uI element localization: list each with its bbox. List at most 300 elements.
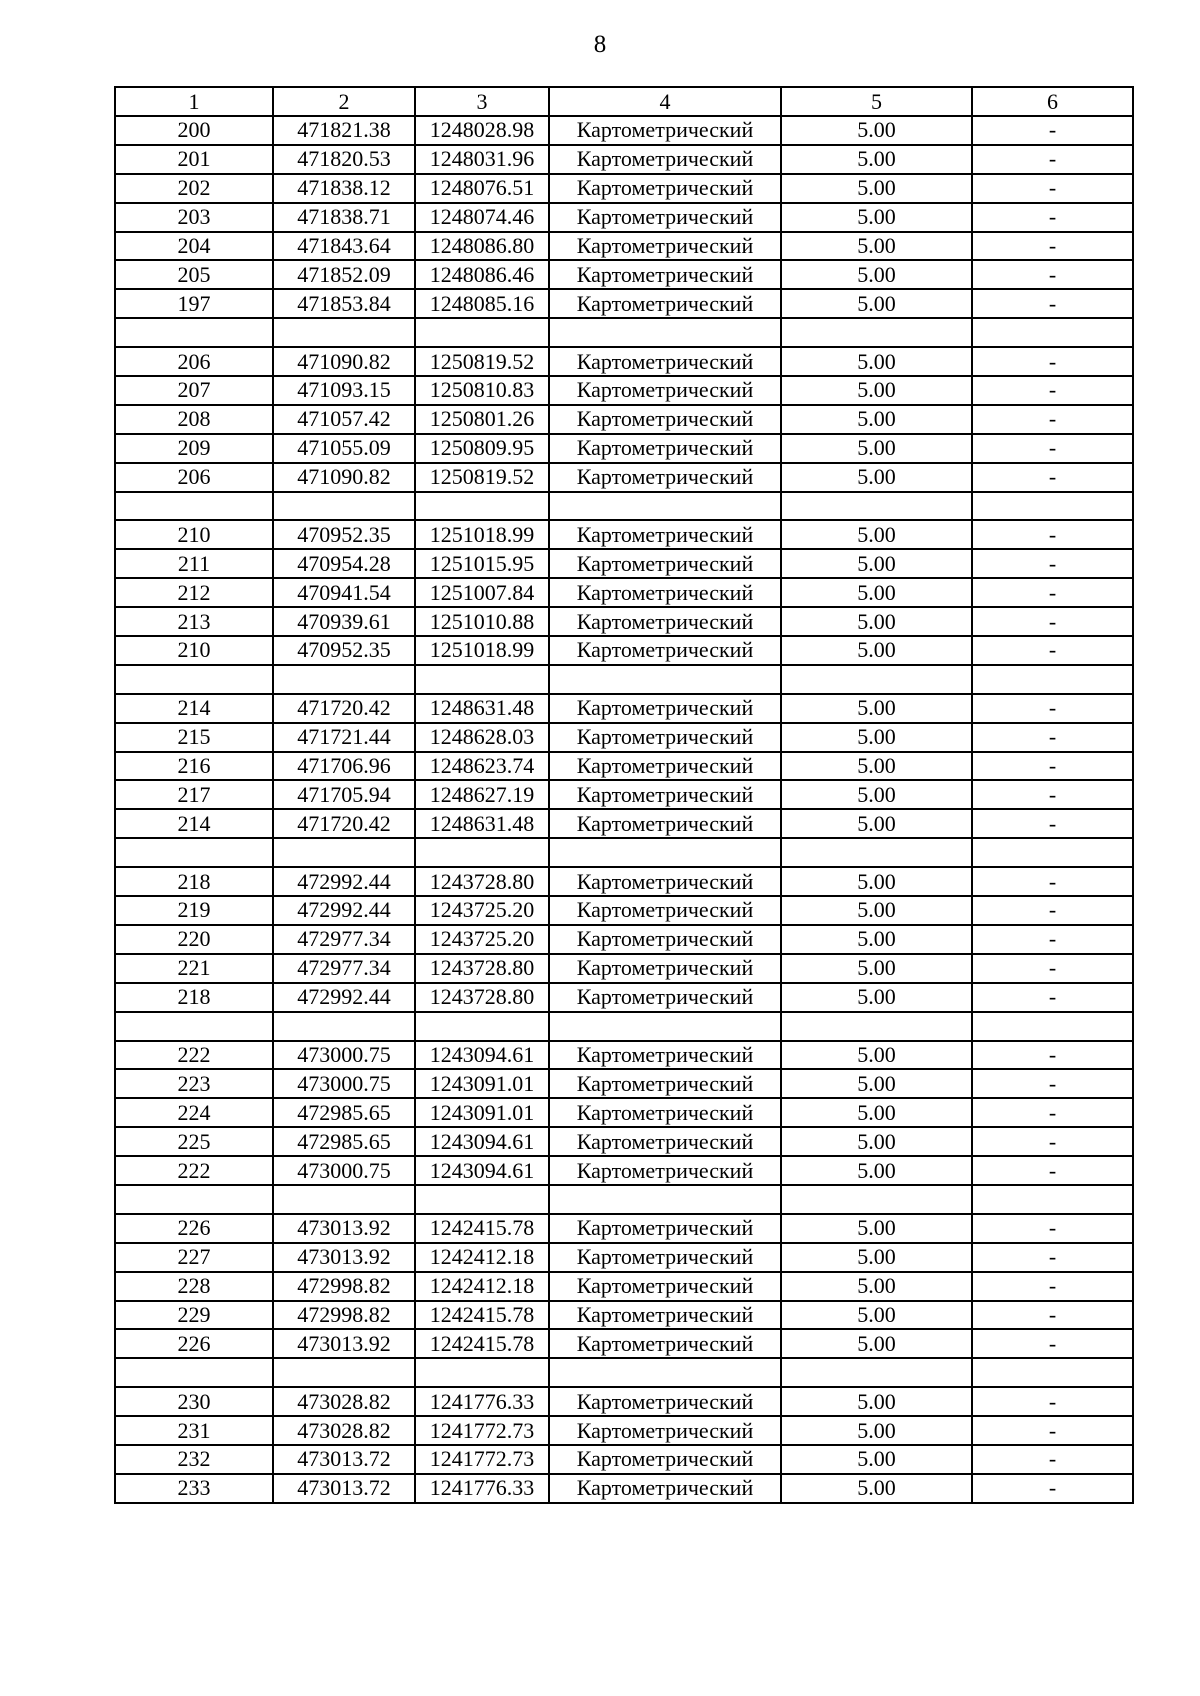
method-cell: Картометрический (549, 607, 781, 636)
page-number: 8 (593, 31, 607, 58)
empty-cell (781, 838, 972, 867)
table-row (115, 232, 1133, 261)
y-coordinate-cell: 1251015.95 (415, 549, 549, 578)
table-row (115, 174, 1133, 203)
note-cell: - (972, 954, 1133, 983)
point-number-cell: 225 (115, 1127, 273, 1156)
y-coordinate-cell: 1248076.51 (415, 174, 549, 203)
separator-row (115, 1185, 1133, 1214)
note-cell: - (972, 1156, 1133, 1185)
separator-row (115, 665, 1133, 694)
table-row (115, 463, 1133, 492)
x-coordinate-cell: 472992.44 (273, 983, 415, 1012)
x-coordinate-cell: 471820.53 (273, 145, 415, 174)
y-coordinate-cell: 1250819.52 (415, 463, 549, 492)
empty-cell (972, 1358, 1133, 1387)
x-coordinate-cell: 471090.82 (273, 347, 415, 376)
x-coordinate-cell: 471721.44 (273, 723, 415, 752)
method-cell: Картометрический (549, 1069, 781, 1098)
y-coordinate-cell: 1241772.73 (415, 1445, 549, 1474)
accuracy-cell: 5.00 (781, 1272, 972, 1301)
y-coordinate-cell: 1242412.18 (415, 1272, 549, 1301)
method-cell: Картометрический (549, 405, 781, 434)
table-row (115, 1474, 1133, 1503)
note-cell: - (972, 983, 1133, 1012)
x-coordinate-cell: 470952.35 (273, 520, 415, 549)
y-coordinate-cell: 1251007.84 (415, 578, 549, 607)
x-coordinate-cell: 472998.82 (273, 1272, 415, 1301)
x-coordinate-cell: 471821.38 (273, 116, 415, 145)
accuracy-cell: 5.00 (781, 578, 972, 607)
note-cell: - (972, 520, 1133, 549)
method-cell: Картометрический (549, 174, 781, 203)
method-cell: Картометрический (549, 1041, 781, 1070)
note-cell: - (972, 896, 1133, 925)
empty-cell (549, 1185, 781, 1214)
empty-cell (115, 665, 273, 694)
accuracy-cell: 5.00 (781, 463, 972, 492)
y-coordinate-cell: 1243094.61 (415, 1127, 549, 1156)
empty-cell (115, 492, 273, 521)
method-cell: Картометрический (549, 925, 781, 954)
point-number-cell: 228 (115, 1272, 273, 1301)
x-coordinate-cell: 470939.61 (273, 607, 415, 636)
y-coordinate-cell: 1243728.80 (415, 954, 549, 983)
accuracy-cell: 5.00 (781, 203, 972, 232)
table-row (115, 1301, 1133, 1330)
note-cell: - (972, 116, 1133, 145)
y-coordinate-cell: 1248628.03 (415, 723, 549, 752)
method-cell: Картометрический (549, 954, 781, 983)
x-coordinate-cell: 472992.44 (273, 896, 415, 925)
empty-cell (273, 1358, 415, 1387)
table-row (115, 1387, 1133, 1416)
empty-cell (415, 1358, 549, 1387)
accuracy-cell: 5.00 (781, 1127, 972, 1156)
point-number-cell: 224 (115, 1098, 273, 1127)
y-coordinate-cell: 1250810.83 (415, 376, 549, 405)
y-coordinate-cell: 1243094.61 (415, 1156, 549, 1185)
note-cell: - (972, 434, 1133, 463)
y-coordinate-cell: 1248086.80 (415, 232, 549, 261)
note-cell: - (972, 809, 1133, 838)
table-row (115, 1329, 1133, 1358)
x-coordinate-cell: 471093.15 (273, 376, 415, 405)
accuracy-cell: 5.00 (781, 145, 972, 174)
empty-cell (415, 492, 549, 521)
point-number-cell: 202 (115, 174, 273, 203)
point-number-cell: 208 (115, 405, 273, 434)
empty-cell (415, 1185, 549, 1214)
point-number-cell: 229 (115, 1301, 273, 1330)
method-cell: Картометрический (549, 1156, 781, 1185)
empty-cell (115, 838, 273, 867)
method-cell: Картометрический (549, 549, 781, 578)
x-coordinate-cell: 473000.75 (273, 1156, 415, 1185)
empty-cell (273, 665, 415, 694)
y-coordinate-cell: 1243725.20 (415, 896, 549, 925)
x-coordinate-cell: 473013.72 (273, 1474, 415, 1503)
point-number-cell: 211 (115, 549, 273, 578)
point-number-cell: 221 (115, 954, 273, 983)
note-cell: - (972, 405, 1133, 434)
accuracy-cell: 5.00 (781, 925, 972, 954)
x-coordinate-cell: 472977.34 (273, 954, 415, 983)
accuracy-cell: 5.00 (781, 954, 972, 983)
point-number-cell: 210 (115, 520, 273, 549)
method-cell: Картометрический (549, 752, 781, 781)
method-cell: Картометрический (549, 1416, 781, 1445)
note-cell: - (972, 1445, 1133, 1474)
x-coordinate-cell: 473028.82 (273, 1387, 415, 1416)
x-coordinate-cell: 473013.92 (273, 1243, 415, 1272)
x-coordinate-cell: 472985.65 (273, 1127, 415, 1156)
empty-cell (549, 318, 781, 347)
point-number-cell: 219 (115, 896, 273, 925)
table-row (115, 578, 1133, 607)
accuracy-cell: 5.00 (781, 1329, 972, 1358)
empty-cell (115, 1358, 273, 1387)
column-header: 3 (415, 87, 549, 116)
method-cell: Картометрический (549, 347, 781, 376)
point-number-cell: 226 (115, 1329, 273, 1358)
x-coordinate-cell: 473013.92 (273, 1214, 415, 1243)
table-row (115, 1416, 1133, 1445)
table-row (115, 809, 1133, 838)
table-row (115, 260, 1133, 289)
accuracy-cell: 5.00 (781, 1416, 972, 1445)
table-row (115, 405, 1133, 434)
table-row (115, 1214, 1133, 1243)
empty-cell (781, 1012, 972, 1041)
table-row (115, 549, 1133, 578)
x-coordinate-cell: 471057.42 (273, 405, 415, 434)
y-coordinate-cell: 1250801.26 (415, 405, 549, 434)
method-cell: Картометрический (549, 260, 781, 289)
table-row (115, 347, 1133, 376)
point-number-cell: 220 (115, 925, 273, 954)
empty-cell (781, 665, 972, 694)
note-cell: - (972, 1474, 1133, 1503)
method-cell: Картометрический (549, 1474, 781, 1503)
table-row (115, 925, 1133, 954)
empty-cell (273, 318, 415, 347)
y-coordinate-cell: 1248631.48 (415, 809, 549, 838)
x-coordinate-cell: 472977.34 (273, 925, 415, 954)
method-cell: Картометрический (549, 780, 781, 809)
column-header: 2 (273, 87, 415, 116)
accuracy-cell: 5.00 (781, 867, 972, 896)
empty-cell (972, 838, 1133, 867)
point-number-cell: 201 (115, 145, 273, 174)
separator-row (115, 492, 1133, 521)
table-row (115, 1069, 1133, 1098)
empty-cell (549, 838, 781, 867)
separator-row (115, 318, 1133, 347)
point-number-cell: 230 (115, 1387, 273, 1416)
x-coordinate-cell: 473013.92 (273, 1329, 415, 1358)
accuracy-cell: 5.00 (781, 723, 972, 752)
point-number-cell: 216 (115, 752, 273, 781)
empty-cell (972, 1185, 1133, 1214)
y-coordinate-cell: 1251018.99 (415, 636, 549, 665)
note-cell: - (972, 347, 1133, 376)
accuracy-cell: 5.00 (781, 347, 972, 376)
x-coordinate-cell: 471720.42 (273, 694, 415, 723)
point-number-cell: 217 (115, 780, 273, 809)
empty-cell (549, 492, 781, 521)
point-number-cell: 206 (115, 463, 273, 492)
empty-cell (415, 318, 549, 347)
accuracy-cell: 5.00 (781, 174, 972, 203)
table-row (115, 1127, 1133, 1156)
empty-cell (972, 1012, 1133, 1041)
table-row (115, 1243, 1133, 1272)
method-cell: Картометрический (549, 578, 781, 607)
note-cell: - (972, 1301, 1133, 1330)
accuracy-cell: 5.00 (781, 1041, 972, 1070)
accuracy-cell: 5.00 (781, 289, 972, 318)
point-number-cell: 209 (115, 434, 273, 463)
coordinates-table (114, 86, 1134, 1504)
empty-cell (549, 665, 781, 694)
y-coordinate-cell: 1248086.46 (415, 260, 549, 289)
note-cell: - (972, 723, 1133, 752)
y-coordinate-cell: 1248627.19 (415, 780, 549, 809)
y-coordinate-cell: 1242412.18 (415, 1243, 549, 1272)
method-cell: Картометрический (549, 723, 781, 752)
x-coordinate-cell: 471838.12 (273, 174, 415, 203)
note-cell: - (972, 636, 1133, 665)
x-coordinate-cell: 471055.09 (273, 434, 415, 463)
note-cell: - (972, 232, 1133, 261)
y-coordinate-cell: 1250809.95 (415, 434, 549, 463)
accuracy-cell: 5.00 (781, 1069, 972, 1098)
accuracy-cell: 5.00 (781, 1301, 972, 1330)
x-coordinate-cell: 473028.82 (273, 1416, 415, 1445)
point-number-cell: 222 (115, 1041, 273, 1070)
note-cell: - (972, 694, 1133, 723)
accuracy-cell: 5.00 (781, 520, 972, 549)
point-number-cell: 213 (115, 607, 273, 636)
x-coordinate-cell: 471090.82 (273, 463, 415, 492)
x-coordinate-cell: 471720.42 (273, 809, 415, 838)
x-coordinate-cell: 473000.75 (273, 1041, 415, 1070)
note-cell: - (972, 867, 1133, 896)
method-cell: Картометрический (549, 867, 781, 896)
note-cell: - (972, 607, 1133, 636)
accuracy-cell: 5.00 (781, 549, 972, 578)
empty-cell (115, 1012, 273, 1041)
point-number-cell: 212 (115, 578, 273, 607)
y-coordinate-cell: 1241776.33 (415, 1474, 549, 1503)
point-number-cell: 197 (115, 289, 273, 318)
point-number-cell: 205 (115, 260, 273, 289)
method-cell: Картометрический (549, 376, 781, 405)
accuracy-cell: 5.00 (781, 1445, 972, 1474)
table-row (115, 867, 1133, 896)
table-row (115, 896, 1133, 925)
accuracy-cell: 5.00 (781, 752, 972, 781)
note-cell: - (972, 752, 1133, 781)
point-number-cell: 215 (115, 723, 273, 752)
note-cell: - (972, 376, 1133, 405)
empty-cell (781, 1358, 972, 1387)
table-row (115, 723, 1133, 752)
x-coordinate-cell: 470941.54 (273, 578, 415, 607)
y-coordinate-cell: 1243091.01 (415, 1098, 549, 1127)
note-cell: - (972, 1416, 1133, 1445)
column-header: 6 (972, 87, 1133, 116)
note-cell: - (972, 260, 1133, 289)
x-coordinate-cell: 471705.94 (273, 780, 415, 809)
method-cell: Картометрический (549, 463, 781, 492)
empty-cell (972, 492, 1133, 521)
note-cell: - (972, 549, 1133, 578)
method-cell: Картометрический (549, 1272, 781, 1301)
table-row (115, 1445, 1133, 1474)
empty-cell (549, 1358, 781, 1387)
x-coordinate-cell: 471706.96 (273, 752, 415, 781)
note-cell: - (972, 203, 1133, 232)
accuracy-cell: 5.00 (781, 809, 972, 838)
y-coordinate-cell: 1248631.48 (415, 694, 549, 723)
method-cell: Картометрический (549, 1127, 781, 1156)
point-number-cell: 226 (115, 1214, 273, 1243)
column-header: 4 (549, 87, 781, 116)
empty-cell (273, 1185, 415, 1214)
accuracy-cell: 5.00 (781, 1243, 972, 1272)
y-coordinate-cell: 1242415.78 (415, 1329, 549, 1358)
table-row (115, 434, 1133, 463)
accuracy-cell: 5.00 (781, 983, 972, 1012)
table-row (115, 1156, 1133, 1185)
x-coordinate-cell: 471852.09 (273, 260, 415, 289)
table-row (115, 203, 1133, 232)
x-coordinate-cell: 471843.64 (273, 232, 415, 261)
method-cell: Картометрический (549, 1445, 781, 1474)
point-number-cell: 233 (115, 1474, 273, 1503)
y-coordinate-cell: 1241776.33 (415, 1387, 549, 1416)
accuracy-cell: 5.00 (781, 232, 972, 261)
y-coordinate-cell: 1251010.88 (415, 607, 549, 636)
point-number-cell: 214 (115, 694, 273, 723)
empty-cell (781, 318, 972, 347)
column-header: 1 (115, 87, 273, 116)
x-coordinate-cell: 473000.75 (273, 1069, 415, 1098)
y-coordinate-cell: 1243728.80 (415, 983, 549, 1012)
accuracy-cell: 5.00 (781, 1474, 972, 1503)
empty-cell (415, 838, 549, 867)
point-number-cell: 204 (115, 232, 273, 261)
empty-cell (415, 1012, 549, 1041)
empty-cell (972, 318, 1133, 347)
point-number-cell: 203 (115, 203, 273, 232)
method-cell: Картометрический (549, 636, 781, 665)
note-cell: - (972, 145, 1133, 174)
y-coordinate-cell: 1243728.80 (415, 867, 549, 896)
y-coordinate-cell: 1248623.74 (415, 752, 549, 781)
y-coordinate-cell: 1242415.78 (415, 1301, 549, 1330)
note-cell: - (972, 1214, 1133, 1243)
separator-row (115, 838, 1133, 867)
separator-row (115, 1012, 1133, 1041)
table-row (115, 520, 1133, 549)
method-cell: Картометрический (549, 232, 781, 261)
method-cell: Картометрический (549, 289, 781, 318)
method-cell: Картометрический (549, 1387, 781, 1416)
table-row (115, 694, 1133, 723)
table-row (115, 145, 1133, 174)
table-row (115, 376, 1133, 405)
table-row (115, 1098, 1133, 1127)
note-cell: - (972, 925, 1133, 954)
note-cell: - (972, 1387, 1133, 1416)
header-row (115, 87, 1133, 116)
empty-cell (781, 1185, 972, 1214)
y-coordinate-cell: 1251018.99 (415, 520, 549, 549)
accuracy-cell: 5.00 (781, 636, 972, 665)
note-cell: - (972, 780, 1133, 809)
table-row (115, 954, 1133, 983)
accuracy-cell: 5.00 (781, 1214, 972, 1243)
accuracy-cell: 5.00 (781, 376, 972, 405)
accuracy-cell: 5.00 (781, 896, 972, 925)
x-coordinate-cell: 472985.65 (273, 1098, 415, 1127)
y-coordinate-cell: 1243091.01 (415, 1069, 549, 1098)
x-coordinate-cell: 471838.71 (273, 203, 415, 232)
method-cell: Картометрический (549, 1301, 781, 1330)
point-number-cell: 210 (115, 636, 273, 665)
y-coordinate-cell: 1250819.52 (415, 347, 549, 376)
x-coordinate-cell: 470952.35 (273, 636, 415, 665)
note-cell: - (972, 1041, 1133, 1070)
note-cell: - (972, 1243, 1133, 1272)
x-coordinate-cell: 471853.84 (273, 289, 415, 318)
note-cell: - (972, 1069, 1133, 1098)
method-cell: Картометрический (549, 983, 781, 1012)
point-number-cell: 200 (115, 116, 273, 145)
accuracy-cell: 5.00 (781, 780, 972, 809)
table-row (115, 1041, 1133, 1070)
point-number-cell: 231 (115, 1416, 273, 1445)
method-cell: Картометрический (549, 434, 781, 463)
method-cell: Картометрический (549, 116, 781, 145)
empty-cell (115, 1185, 273, 1214)
method-cell: Картометрический (549, 809, 781, 838)
note-cell: - (972, 1098, 1133, 1127)
y-coordinate-cell: 1248085.16 (415, 289, 549, 318)
y-coordinate-cell: 1242415.78 (415, 1214, 549, 1243)
point-number-cell: 206 (115, 347, 273, 376)
note-cell: - (972, 578, 1133, 607)
table-row (115, 636, 1133, 665)
accuracy-cell: 5.00 (781, 694, 972, 723)
accuracy-cell: 5.00 (781, 434, 972, 463)
empty-cell (972, 665, 1133, 694)
table-row (115, 752, 1133, 781)
x-coordinate-cell: 473013.72 (273, 1445, 415, 1474)
method-cell: Картометрический (549, 1329, 781, 1358)
empty-cell (549, 1012, 781, 1041)
empty-cell (115, 318, 273, 347)
accuracy-cell: 5.00 (781, 116, 972, 145)
method-cell: Картометрический (549, 1214, 781, 1243)
accuracy-cell: 5.00 (781, 1387, 972, 1416)
y-coordinate-cell: 1248028.98 (415, 116, 549, 145)
accuracy-cell: 5.00 (781, 1156, 972, 1185)
accuracy-cell: 5.00 (781, 1098, 972, 1127)
